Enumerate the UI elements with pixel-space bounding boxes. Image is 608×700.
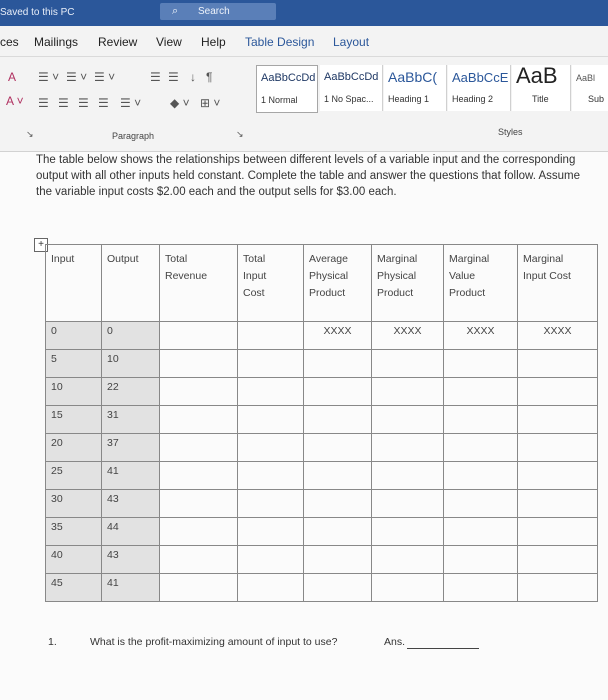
style-title[interactable] <box>512 65 571 111</box>
table-cell[interactable] <box>304 490 372 518</box>
font-color-icon[interactable]: A ˅ <box>6 94 24 108</box>
table-cell[interactable] <box>518 378 598 406</box>
paragraph-group-label: Paragraph <box>112 131 155 141</box>
search-icon: ⌕ <box>172 5 179 17</box>
table-cell[interactable] <box>518 490 598 518</box>
table-row <box>46 434 598 462</box>
table-cell[interactable]: 5 <box>46 350 102 378</box>
style-no-spacing-sample: AaBbCcDd <box>324 71 379 83</box>
question-number: 1. <box>48 636 57 648</box>
table-cell[interactable]: 43 <box>102 546 160 574</box>
table-cell[interactable] <box>238 350 304 378</box>
table-cell[interactable]: XXXX <box>518 322 598 350</box>
table-cell[interactable] <box>444 574 518 602</box>
style-no-spacing[interactable] <box>320 65 383 111</box>
table-cell[interactable] <box>372 462 444 490</box>
table-row <box>46 378 598 406</box>
table-cell[interactable]: 35 <box>46 518 102 546</box>
header-output[interactable]: Output <box>102 245 160 322</box>
tab-view[interactable]: View <box>156 35 182 49</box>
table-cell[interactable] <box>304 518 372 546</box>
style-heading-2-name: Heading 2 <box>452 94 494 104</box>
table-cell[interactable] <box>238 434 304 462</box>
table-row <box>46 462 598 490</box>
style-heading-2[interactable] <box>448 65 511 111</box>
header-marginal-physical-product[interactable]: Marginal Physical Product <box>372 245 444 322</box>
table-cell[interactable] <box>518 574 598 602</box>
header-average-physical-product[interactable]: Average Physical Product <box>304 245 372 322</box>
table-cell[interactable] <box>238 462 304 490</box>
table-cell[interactable] <box>238 322 304 350</box>
tab-references[interactable]: ces <box>0 35 19 49</box>
table-cell[interactable] <box>304 350 372 378</box>
table-cell[interactable]: 0 <box>102 322 160 350</box>
table-cell[interactable] <box>304 406 372 434</box>
table-cell[interactable] <box>160 378 238 406</box>
table-cell[interactable] <box>372 574 444 602</box>
style-normal[interactable] <box>256 65 318 113</box>
intro-paragraph: The table below shows the relationships between different levels of a variable input and the corresponding output with all other inputs held constant. Complete the table and answer the questions that follow. Assume the variable input costs $2.00 each and the output sells for $3.00 each. <box>36 154 581 198</box>
paragraph-dialog-launcher-icon[interactable]: ↘ <box>236 129 244 139</box>
table-cell[interactable]: 25 <box>46 462 102 490</box>
bullets-icon[interactable]: ☰ ˅ <box>38 70 60 84</box>
tab-table-design[interactable]: Table Design <box>245 35 315 49</box>
table-cell[interactable] <box>444 462 518 490</box>
table-cell[interactable] <box>372 518 444 546</box>
style-title-name: Title <box>532 94 549 104</box>
save-status: Saved to this PC <box>0 7 75 18</box>
style-subtitle[interactable] <box>572 65 608 111</box>
table-cell[interactable]: 15 <box>46 406 102 434</box>
table-row <box>46 490 598 518</box>
table-cell[interactable] <box>238 574 304 602</box>
style-heading-1-sample: AaBbC( <box>388 69 438 85</box>
table-cell[interactable] <box>518 518 598 546</box>
table-row <box>46 322 598 350</box>
table-cell[interactable] <box>160 490 238 518</box>
increase-indent-icon[interactable]: ☰ <box>168 70 179 84</box>
table-cell[interactable] <box>518 546 598 574</box>
style-normal-name: 1 Normal <box>261 95 298 105</box>
table-cell[interactable] <box>160 406 238 434</box>
table-cell[interactable] <box>518 462 598 490</box>
table-cell[interactable]: 31 <box>102 406 160 434</box>
align-left-icon[interactable]: ☰ <box>38 96 49 110</box>
text-effects-icon[interactable]: A <box>8 70 17 84</box>
table-cell[interactable] <box>372 350 444 378</box>
tab-layout[interactable]: Layout <box>333 35 370 49</box>
style-subtitle-sample: AaBl <box>576 73 596 83</box>
table-cell[interactable] <box>238 406 304 434</box>
style-no-spacing-name: 1 No Spac... <box>324 94 374 104</box>
table-cell[interactable]: 10 <box>46 378 102 406</box>
table-cell[interactable] <box>160 574 238 602</box>
table-cell[interactable] <box>160 546 238 574</box>
table-cell[interactable]: 20 <box>46 434 102 462</box>
table-cell[interactable] <box>304 462 372 490</box>
style-title-sample: AaB <box>516 63 558 88</box>
table-cell[interactable]: XXXX <box>444 322 518 350</box>
table-cell[interactable] <box>444 406 518 434</box>
table-cell[interactable] <box>518 350 598 378</box>
table-row <box>46 406 598 434</box>
align-right-icon[interactable]: ☰ <box>78 96 89 110</box>
table-row <box>46 574 598 602</box>
shading-icon[interactable]: ◆ ˅ <box>170 96 190 110</box>
question-text: What is the profit-maximizing amount of input to use? <box>90 636 338 648</box>
header-marginal-input-cost[interactable]: Marginal Input Cost <box>518 245 598 322</box>
borders-icon[interactable]: ⊞ ˅ <box>200 96 221 110</box>
table-cell[interactable] <box>372 490 444 518</box>
production-table <box>45 244 598 602</box>
table-cell[interactable] <box>160 462 238 490</box>
numbering-icon[interactable]: ☰ ˅ <box>66 70 88 84</box>
search-box[interactable] <box>160 3 276 20</box>
table-cell[interactable]: 41 <box>102 462 160 490</box>
table-cell[interactable]: XXXX <box>372 322 444 350</box>
table-cell[interactable] <box>444 350 518 378</box>
table-cell[interactable]: 10 <box>102 350 160 378</box>
style-heading-2-sample: AaBbCcE <box>452 70 509 85</box>
table-cell[interactable] <box>518 406 598 434</box>
table-cell[interactable] <box>304 574 372 602</box>
header-total-revenue[interactable]: Total Revenue <box>160 245 238 322</box>
header-total-input-cost[interactable]: Total Input Cost <box>238 245 304 322</box>
style-heading-1[interactable] <box>384 65 447 111</box>
header-marginal-value-product[interactable]: Marginal Value Product <box>444 245 518 322</box>
table-cell[interactable] <box>160 434 238 462</box>
table-row <box>46 350 598 378</box>
line-spacing-icon[interactable]: ☰ ˅ <box>120 96 142 110</box>
font-dialog-launcher-icon[interactable]: ↘ <box>26 129 34 139</box>
table-move-handle-icon[interactable]: + <box>34 238 48 252</box>
table-cell[interactable] <box>444 434 518 462</box>
table-cell[interactable] <box>304 434 372 462</box>
table-cell[interactable] <box>304 546 372 574</box>
styles-group-label: Styles <box>498 127 523 137</box>
table-cell[interactable] <box>304 378 372 406</box>
table-cell[interactable]: 43 <box>102 490 160 518</box>
table-cell[interactable]: 37 <box>102 434 160 462</box>
table-cell[interactable] <box>160 350 238 378</box>
style-normal-sample: AaBbCcDd <box>261 72 316 84</box>
table-cell[interactable] <box>518 434 598 462</box>
table-cell[interactable] <box>444 546 518 574</box>
style-subtitle-name: Sub <box>588 94 605 104</box>
show-formatting-icon[interactable]: ¶ <box>206 70 213 84</box>
table-cell[interactable] <box>444 518 518 546</box>
table-cell[interactable] <box>372 406 444 434</box>
ribbon-tabs <box>0 26 608 57</box>
table-cell[interactable]: 40 <box>46 546 102 574</box>
table-cell[interactable]: 45 <box>46 574 102 602</box>
table-cell[interactable] <box>444 378 518 406</box>
answer-blank[interactable] <box>407 648 479 649</box>
table-row <box>46 546 598 574</box>
tab-mailings[interactable]: Mailings <box>34 35 79 49</box>
table-cell[interactable] <box>160 518 238 546</box>
table-cell[interactable] <box>372 378 444 406</box>
table-cell[interactable]: 41 <box>102 574 160 602</box>
table-header-row <box>46 245 598 322</box>
table-cell[interactable]: 30 <box>46 490 102 518</box>
table-cell[interactable] <box>372 546 444 574</box>
multilevel-list-icon[interactable]: ☰ ˅ <box>94 70 116 84</box>
table-cell[interactable]: XXXX <box>304 322 372 350</box>
decrease-indent-icon[interactable]: ☰ <box>150 70 161 84</box>
table-cell[interactable]: 44 <box>102 518 160 546</box>
table-cell[interactable] <box>238 518 304 546</box>
table-row <box>46 518 598 546</box>
align-center-icon[interactable]: ☰ <box>58 96 69 110</box>
header-input[interactable]: Input <box>46 245 102 322</box>
table-cell[interactable] <box>444 490 518 518</box>
style-heading-1-name: Heading 1 <box>388 94 430 104</box>
table-body <box>46 322 598 602</box>
sort-icon[interactable]: ↓ <box>190 70 196 84</box>
table-cell[interactable] <box>238 378 304 406</box>
title-bar <box>0 0 608 26</box>
table-cell[interactable]: 0 <box>46 322 102 350</box>
justify-icon[interactable]: ☰ <box>98 96 109 110</box>
table-cell[interactable] <box>238 490 304 518</box>
tab-help[interactable]: Help <box>201 35 226 49</box>
search-label: Search <box>198 6 230 17</box>
tab-review[interactable]: Review <box>98 35 138 49</box>
table-cell[interactable]: 22 <box>102 378 160 406</box>
table-cell[interactable] <box>238 546 304 574</box>
table-cell[interactable] <box>372 434 444 462</box>
answer-label: Ans. <box>384 636 406 648</box>
table-cell[interactable] <box>160 322 238 350</box>
